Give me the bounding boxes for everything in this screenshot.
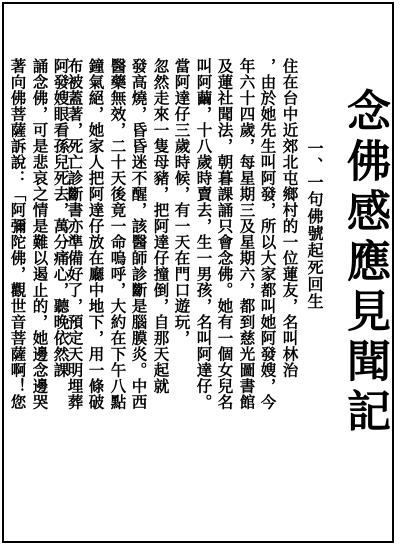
text-column: 叫阿繭，十八歲時賣去，生一男孩，名叫阿達仔。 xyxy=(194,58,214,410)
text-column: 布被蓋著，死亡診斷書亦準備好了，預定天明埋葬 xyxy=(65,58,85,410)
text-column: 鐘氣絕，她家人把阿達仔放在廳中地下，用一條破 xyxy=(86,58,106,410)
text-column: 著向佛菩薩訴說：「阿彌陀佛，觀世音菩薩啊！您 xyxy=(8,58,28,410)
text-column: ，由於她先生叫阿發，所以大家都叫她阿發嫂，今 xyxy=(258,58,278,410)
section-heading: 一、一句佛號起死回生 xyxy=(305,140,324,310)
text-column: 阿發嫂眼看孫兒死去，萬分痛心，聽晚依然課 xyxy=(51,58,71,378)
text-column: 當阿達仔三歲時候，有一天在門口遊玩， xyxy=(172,58,192,346)
text-column: 年六十四歲，每星期三及星期六，都到慈光圖書館 xyxy=(237,58,257,410)
page-title: 念佛感應見聞記 xyxy=(339,88,390,438)
text-column: 忽然走來一隻母豬，把阿達仔撞倒，自那天起就 xyxy=(151,58,171,394)
text-column: 誦念佛，可是悲哀之情是難以遏止的，她邊念邊哭 xyxy=(30,58,50,410)
text-column: 發高燒，昏昏迷不醒，該醫師診斷是腦膜炎。中西 xyxy=(129,58,149,410)
text-column: 及蓮社聞法，朝暮課誦只會念佛。她有一個女兒名 xyxy=(215,58,235,410)
text-column: 住在台中近郊北屯鄉村的一位蓮友，名叫林治 xyxy=(280,58,300,378)
text-column: 醫藥無效，二十天後竟一命嗚呼，大約在下午八點 xyxy=(108,58,128,410)
